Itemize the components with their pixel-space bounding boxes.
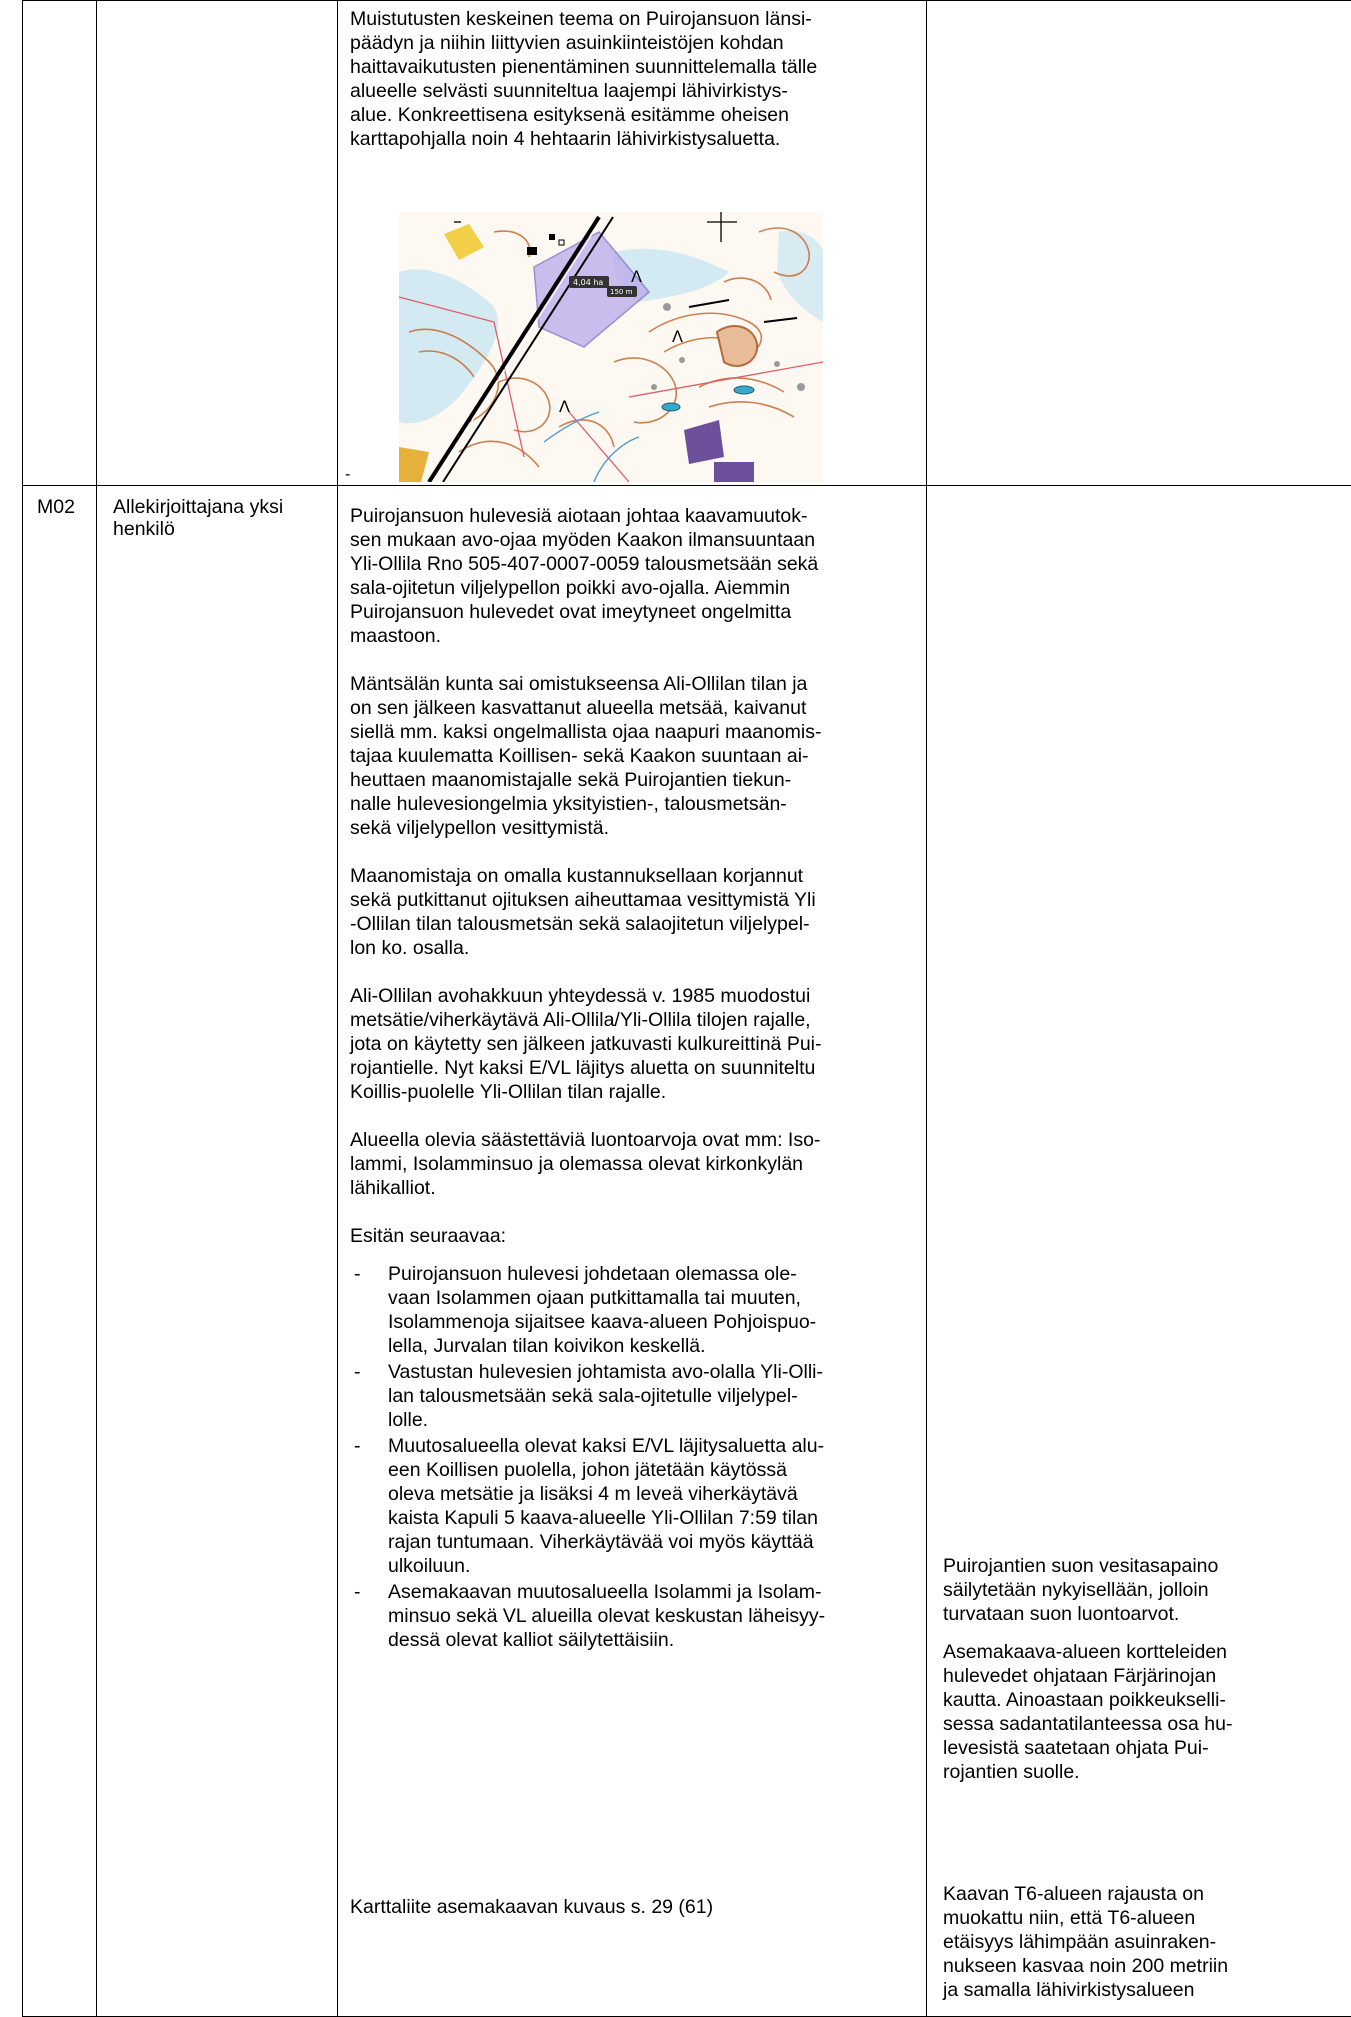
author-text: Allekirjoittajana yksi henkilö: [97, 486, 337, 540]
comment-text: [338, 486, 926, 1652]
line: minsuo sekä VL alueilla olevat keskustan läheisyy-: [388, 1605, 825, 1627]
line: nalle hulevesiongelmia yksityistien-, talousmetsän-: [350, 793, 787, 815]
line: rajan tuntumaan. Viherkäytävää voi myös käyttää: [388, 1531, 814, 1553]
line: turvataan suon luontoarvot.: [943, 1603, 1179, 1625]
line: rojantielle. Nyt kaksi E/VL läjitys aluetta on suunniteltu: [350, 1057, 815, 1079]
author-cell: [97, 486, 338, 2017]
proposal-list: [350, 1262, 912, 1652]
line: lammi, Isolamminsuo ja olemassa olevat kirkonkylän: [350, 1153, 803, 1175]
line: Kaavan T6-alueen rajausta on: [943, 1883, 1204, 1905]
paragraph: [350, 1128, 912, 1200]
response-paragraph: [943, 1554, 1341, 1626]
line: Asemakaavan muutosalueella Isolammi ja Isolam-: [388, 1581, 822, 1603]
line: sen mukaan avo-ojaa myöden Kaakon ilmansuuntaan: [350, 529, 815, 551]
comment-text: [338, 1, 926, 151]
paragraph: [350, 672, 912, 840]
line: kaista Kapuli 5 kaava-alueelle Yli-Ollilan 7:59 tilan: [388, 1507, 818, 1529]
line: etäisyys lähimpään asuinraken-: [943, 1931, 1216, 1953]
line: Vastustan hulevesien johtamista avo-olalla Yli-Olli-: [388, 1361, 823, 1383]
line: hulevedet ohjataan Färjärinojan: [943, 1665, 1216, 1687]
line: sekä viljelypellon vesittymistä.: [350, 817, 609, 839]
line: dessä olevat kalliot säilytettäisiin.: [388, 1629, 674, 1651]
line: tajaa kuulematta Koillisen- sekä Kaakon suuntaan ai-: [350, 745, 809, 767]
dash-mark: -: [345, 466, 350, 484]
line: siellä mm. kaksi ongelmallista ojaa naapuri maanomis-: [350, 721, 821, 743]
line: -Ollilan tilan talousmetsän sekä salaojitetun viljelypel-: [350, 913, 810, 935]
line: Puirojantien suon vesitasapaino: [943, 1555, 1218, 1577]
line: Puirojansuon hulevesi johdetaan olemassa ole-: [388, 1263, 797, 1285]
response-cell: [927, 486, 1351, 2017]
response-paragraph: [943, 1882, 1341, 2002]
line: lella, Jurvalan tilan koivikon keskellä.: [388, 1335, 706, 1357]
line: alueelle selvästi suunniteltua laajempi lähivirkistys-: [350, 79, 912, 103]
svg-text:Λ: Λ: [631, 267, 642, 286]
line: ja samalla lähivirkistysalueen: [943, 1979, 1194, 2001]
line: maastoon.: [350, 625, 441, 647]
paragraph: [350, 504, 912, 648]
line: sala-ojitetun viljelypellon poikki avo-ojalla. Aiemmin: [350, 577, 790, 599]
line: Alueella olevia säästettäviä luontoarvoja ovat mm: Iso-: [350, 1129, 820, 1151]
response-paragraph: [943, 1640, 1341, 1784]
line: lan talousmetsään sekä sala-ojitetulle viljelypel-: [388, 1385, 798, 1407]
line: nukseen kasvaa noin 200 metriin: [943, 1955, 1228, 1977]
list-item: [350, 1434, 912, 1578]
paragraph: [350, 864, 912, 960]
line: Mäntsälän kunta sai omistukseensa Ali-Ollilan tilan ja: [350, 673, 807, 695]
line: rojantien suolle.: [943, 1761, 1080, 1783]
line: kautta. Ainoastaan poikkeukselli-: [943, 1689, 1226, 1711]
line: Puirojansuon hulevedet ovat imeytyneet ongelmitta: [350, 601, 791, 623]
line: karttapohjalla noin 4 hehtaarin lähivirkistysaluetta.: [350, 127, 912, 151]
cutoff-text: Karttaliite asemakaavan kuvaus s. 29 (61): [350, 1896, 713, 1919]
line: Muistutusten keskeinen teema on Puirojansuon länsi-: [350, 7, 912, 31]
id-cell: [23, 1, 97, 486]
line: Koillis-puolelle Yli-Ollilan tilan rajalle.: [350, 1081, 666, 1103]
author-cell: [97, 1, 338, 486]
line: on sen jälkeen kasvattanut alueella metsää, kaivanut: [350, 697, 806, 719]
svg-text:Λ: Λ: [672, 327, 683, 346]
line: sekä putkittanut ojituksen aiheuttamaa vesittymistä Yli: [350, 889, 816, 911]
list-item: [350, 1580, 912, 1652]
line: päädyn ja niihin liittyvien asuinkiinteistöjen kohdan: [350, 31, 912, 55]
line: Yli-Ollila Rno 505-407-0007-0059 talousmetsään sekä: [350, 553, 818, 575]
area-label: 4,04 ha: [573, 278, 603, 287]
line: heuttaen maanomistajalle sekä Puirojantien tiekun-: [350, 769, 791, 791]
line: säilytetään nykyisellään, jolloin: [943, 1579, 1209, 1601]
table-row: [23, 486, 1351, 2017]
svg-text:Λ: Λ: [559, 397, 570, 416]
comment-id: M02: [23, 486, 96, 519]
line: Ali-Ollilan avohakkuun yhteydessä v. 1985 muodostui: [350, 985, 810, 1007]
line: Isolammenoja sijaitsee kaava-alueen Pohjoispuo-: [388, 1311, 816, 1333]
map-image: [399, 212, 823, 482]
paragraph: [350, 984, 912, 1104]
line: lähikalliot.: [350, 1177, 436, 1199]
line: lon ko. osalla.: [350, 937, 469, 959]
line: Muutosalueella olevat kaksi E/VL läjitysaluetta alu-: [388, 1435, 824, 1457]
line: Puirojansuon hulevesiä aiotaan johtaa kaavamuutok-: [350, 505, 807, 527]
line: metsätie/viherkäytävä Ali-Ollila/Yli-Ollila tilojen rajalle,: [350, 1009, 811, 1031]
list-item: [350, 1360, 912, 1432]
line: Esitän seuraavaa:: [350, 1225, 506, 1247]
line: alue. Konkreettisena esityksenä esitämme oheisen: [350, 103, 912, 127]
response-text: [927, 486, 1351, 2002]
line: Maanomistaja on omalla kustannuksellaan korjannut: [350, 865, 803, 887]
line: een Koillisen puolella, johon jätetään käytössä: [388, 1459, 787, 1481]
line: oleva metsätie ja lisäksi 4 m leveä viherkäytävä: [388, 1483, 798, 1505]
response-cell: [927, 1, 1351, 486]
distance-label: 150 m: [610, 288, 633, 296]
line: Asemakaava-alueen kortteleiden: [943, 1641, 1227, 1663]
line: levesistä saatetaan ohjata Pui-: [943, 1737, 1209, 1759]
line: haittavaikutusten pienentäminen suunnittelemalla tälle: [350, 55, 912, 79]
map-figure: [399, 212, 823, 482]
line: muokattu niin, että T6-alueen: [943, 1907, 1195, 1929]
line: vaan Isolammen ojaan putkittamalla tai muuten,: [388, 1287, 801, 1309]
line: jota on käytetty sen jälkeen jatkuvasti kulkureittinä Pui-: [350, 1033, 822, 1055]
line: ulkoiluun.: [388, 1555, 470, 1577]
list-item: [350, 1262, 912, 1358]
id-cell: [23, 486, 97, 2017]
comment-cell: [338, 486, 927, 2017]
paragraph: [350, 1224, 912, 1248]
line: lolle.: [388, 1409, 428, 1431]
line: sessa sadantatilanteessa osa hu-: [943, 1713, 1232, 1735]
